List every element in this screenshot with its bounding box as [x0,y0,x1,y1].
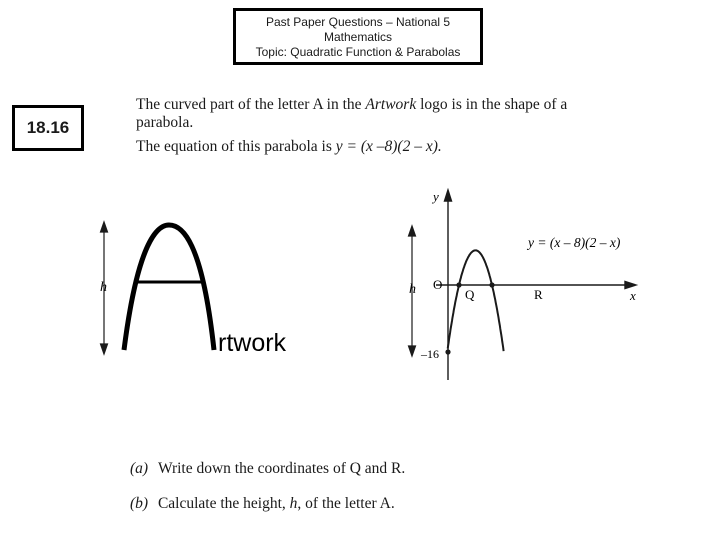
y-intercept-label: –16 [421,347,439,361]
parabola-curve [448,250,504,351]
point-r-label: R [534,287,543,302]
part-b-suffix: , of the letter A. [297,495,395,512]
question-number: 18.16 [13,106,83,150]
part-b-text [158,495,395,512]
equation-prefix: The equation of this parabola is [136,138,336,155]
artwork-logo [100,222,287,357]
equation-label: y = (x – 8)(2 – x) [528,235,621,250]
y-axis-label: y [433,189,439,204]
header-line-2: Mathematics [323,30,393,44]
graph-h-label: h [409,282,416,297]
point-y-intercept [445,349,450,354]
header-line-3: Topic: Quadratic Function & Parabolas [255,45,461,59]
part-b-var: h [289,495,298,512]
logo-h-label: h [100,280,107,295]
logo-text: rtwork [218,329,287,357]
x-axis-label: x [630,288,636,303]
logo-letter-a-curve [124,225,214,350]
intro-suffix: logo is in the shape of a [416,96,568,113]
intro-logo-word: Artwork [365,96,417,113]
part-a-label: (a) [130,460,149,477]
header-line-1: Past Paper Questions – National 5 [265,15,451,29]
point-q-label: Q [465,287,475,302]
part-a-text: Write down the coordinates of Q and R. [157,460,406,477]
part-a [130,460,405,478]
part-b-label: (b) [130,495,149,512]
intro-prefix: The curved part of the letter A in the [136,96,366,113]
intro-line-2: parabola. [136,114,194,131]
part-b-prefix: Calculate the height, [157,495,290,512]
point-r [489,282,494,287]
point-q [456,282,461,287]
parabola-graph [409,189,637,380]
equation-text: y = (x –8)(2 – x). [335,138,442,155]
part-b [130,495,395,513]
origin-label: O [433,277,443,292]
